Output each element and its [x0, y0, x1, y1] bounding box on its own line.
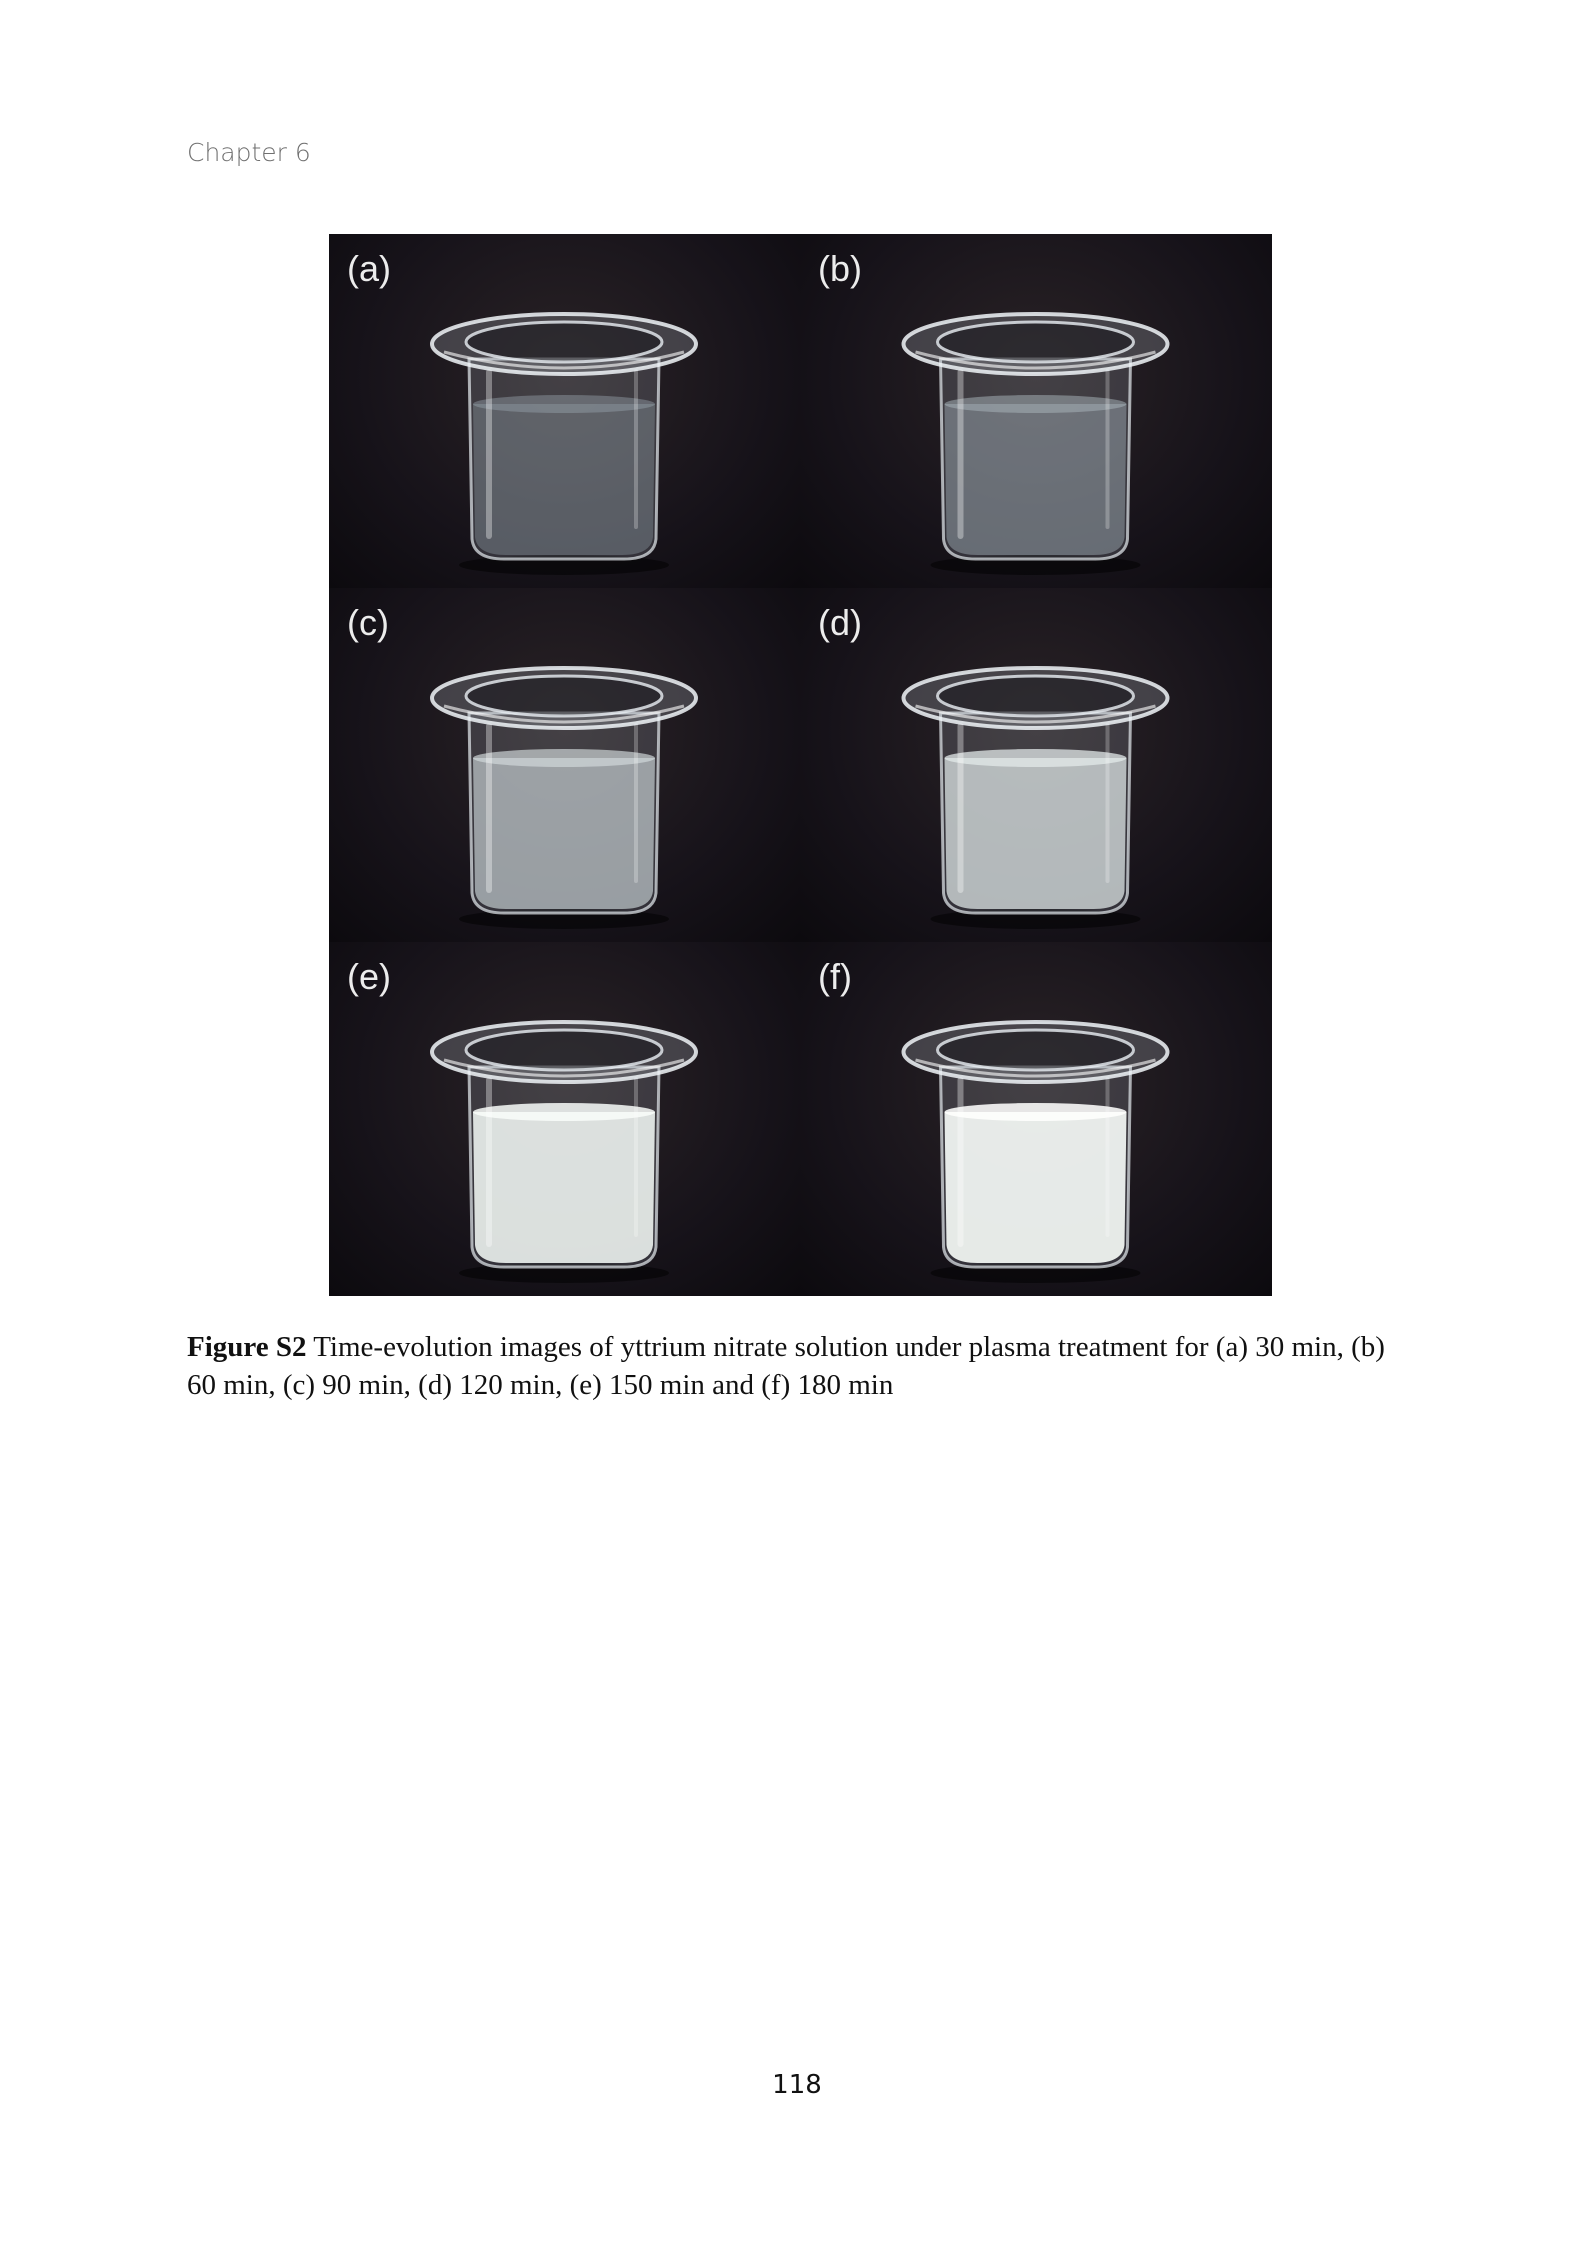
beaker-photo: [329, 588, 800, 942]
beaker-mouth: [938, 676, 1134, 716]
liquid-surface: [945, 1103, 1127, 1121]
beaker-liquid: [473, 1112, 655, 1263]
glass-highlight: [486, 369, 492, 539]
glass-highlight: [1106, 723, 1110, 883]
panel-letter: (c): [347, 602, 389, 643]
glass-highlight: [486, 1077, 492, 1247]
glass-highlight: [634, 1077, 638, 1237]
glass-highlight: [634, 723, 638, 883]
beaker-mouth: [466, 676, 662, 716]
beaker-photo: [329, 234, 800, 588]
beaker-liquid: [945, 1112, 1127, 1263]
photo-panel-a: [329, 234, 800, 588]
liquid-surface: [473, 1103, 655, 1121]
chapter-header: Chapter 6: [187, 138, 311, 167]
liquid-surface: [945, 749, 1127, 767]
caption-text: Time-evolution images of yttrium nitrate solution under plasma treatment for (a) 30 min, (b) 60 min, (c) 90 min, (d) 120 min, (e) 150 min and (f) 180 min: [187, 1331, 1385, 1401]
panel-letter: (e): [347, 956, 391, 997]
beaker-liquid: [945, 758, 1127, 909]
figure-photo-grid: [329, 234, 1272, 1296]
beaker-photo: [329, 942, 800, 1296]
glass-highlight: [1106, 1077, 1110, 1237]
liquid-surface: [473, 749, 655, 767]
beaker-liquid: [473, 758, 655, 909]
photo-panel-c: [329, 588, 800, 942]
photo-panel-e: [329, 942, 800, 1296]
beaker-liquid: [945, 404, 1127, 555]
glass-highlight: [634, 369, 638, 529]
panel-letter: (a): [347, 248, 391, 289]
glass-highlight: [958, 369, 964, 539]
figure-caption: [187, 1328, 1417, 1404]
glass-highlight: [958, 1077, 964, 1247]
beaker-mouth: [466, 322, 662, 362]
photo-panel-f: [800, 942, 1272, 1296]
beaker-liquid: [473, 404, 655, 555]
beaker-photo: [800, 234, 1272, 588]
beaker-mouth: [938, 1030, 1134, 1070]
panel-letter: (f): [818, 956, 852, 997]
glass-highlight: [486, 723, 492, 893]
glass-highlight: [958, 723, 964, 893]
beaker-mouth: [466, 1030, 662, 1070]
panel-letter: (b): [818, 248, 862, 289]
glass-highlight: [1106, 369, 1110, 529]
beaker-mouth: [938, 322, 1134, 362]
liquid-surface: [473, 395, 655, 413]
beaker-photo: [800, 588, 1272, 942]
photo-panel-b: [800, 234, 1272, 588]
beaker-photo: [800, 942, 1272, 1296]
liquid-surface: [945, 395, 1127, 413]
page-number: 118: [772, 2070, 822, 2100]
photo-panel-d: [800, 588, 1272, 942]
figure-label: Figure S2: [187, 1331, 307, 1363]
panel-letter: (d): [818, 602, 862, 643]
